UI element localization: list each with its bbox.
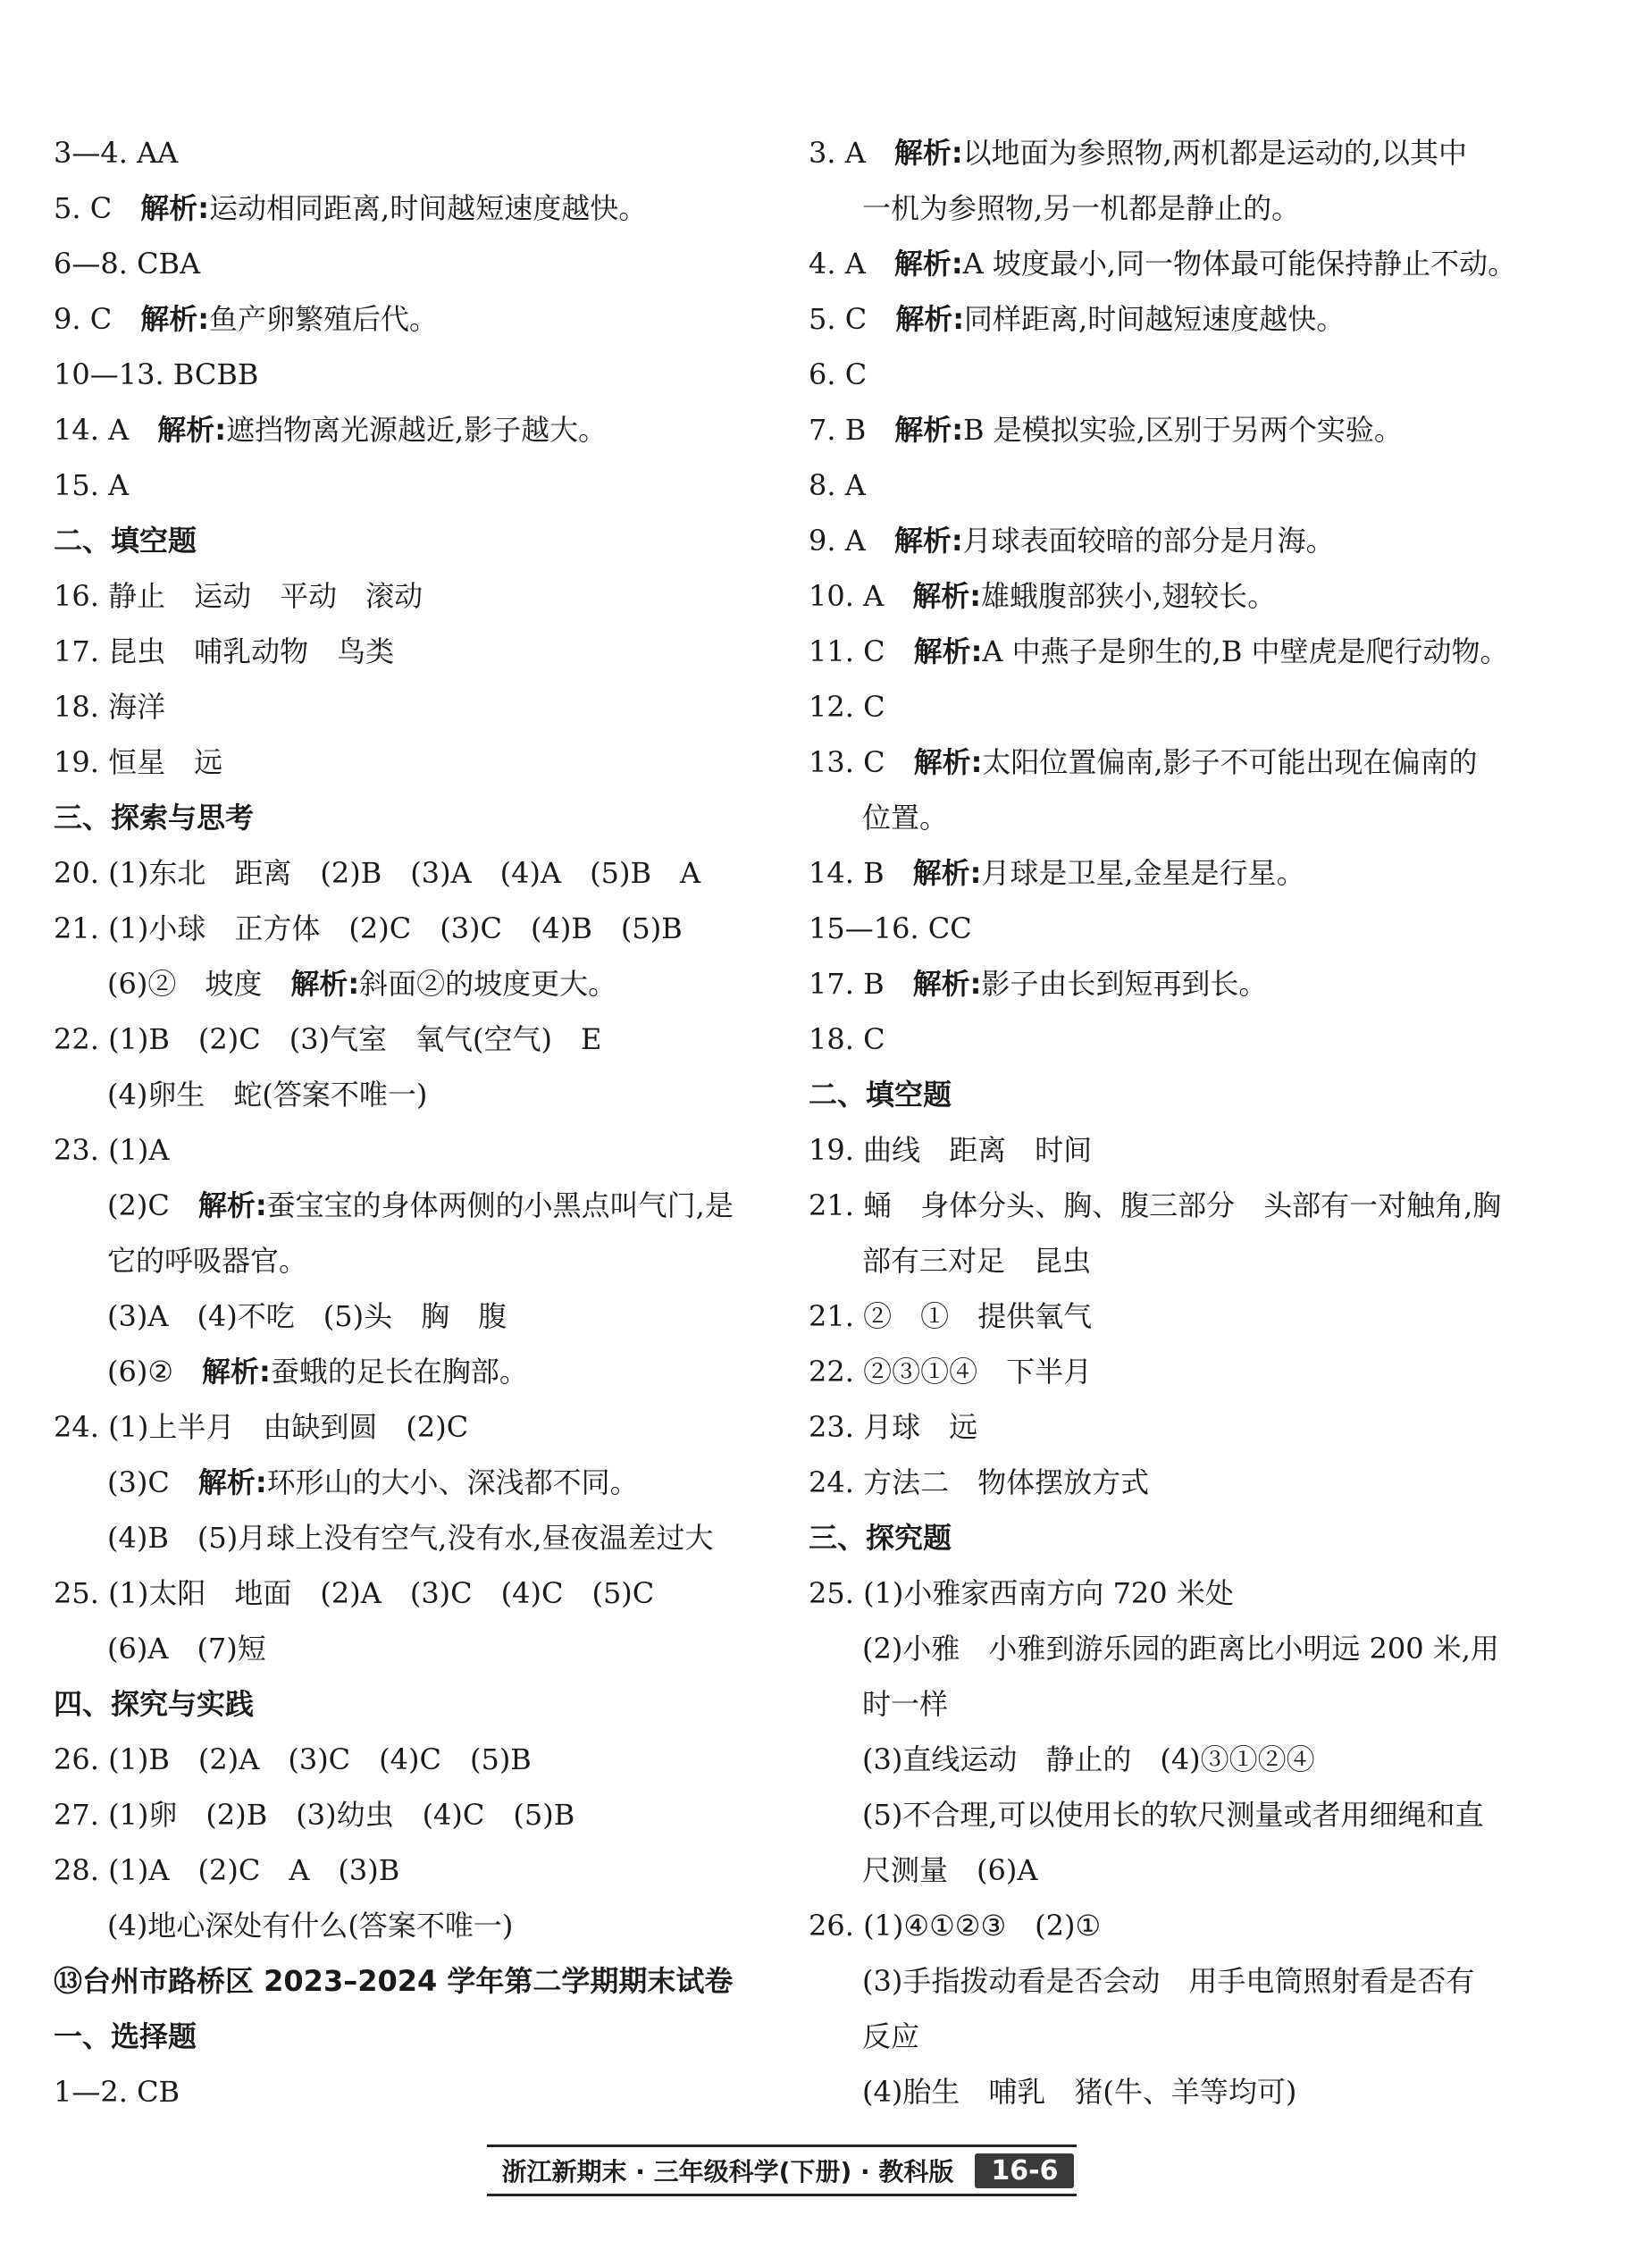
answer-text: (5)不合理,可以使用长的软尺测量或者用细绳和直 <box>862 1798 1484 1832</box>
answer-text: CB <box>137 2075 180 2109</box>
footer-title: 浙江新期末 · 三年级科学(下册) · 教科版 <box>501 2157 954 2186</box>
question-number: 19. <box>809 1133 854 1167</box>
answer-text: (3)A (4)不吃 (5)头 胸 腹 <box>107 1299 507 1333</box>
question-number: 6. <box>809 357 836 391</box>
answer-line <box>54 180 795 236</box>
question-number: 11. <box>809 634 854 668</box>
answer-line <box>54 1233 795 1288</box>
answer-text: (1)太阳 地面 (2)A (3)C (4)C (5)C <box>108 1576 655 1610</box>
answer-line <box>54 734 795 790</box>
answer-line <box>809 568 1617 624</box>
analysis-label: 解析: <box>913 634 983 668</box>
question-number: 9. <box>809 524 836 558</box>
section-heading: 四、探究与实践 <box>54 1687 255 1721</box>
answer-line <box>809 956 1617 1011</box>
page-number-badge: 16-6 <box>975 2153 1074 2188</box>
question-number: 10—13. <box>54 357 164 391</box>
answer-line <box>809 1122 1617 1178</box>
answer-text: 方法二 物体摆放方式 <box>863 1465 1150 1499</box>
analysis-text: A 坡度最小,同一物体最可能保持静止不动。 <box>962 247 1517 281</box>
answer-line <box>54 1067 795 1122</box>
answer-line <box>809 180 1617 236</box>
answer-line <box>54 236 795 291</box>
question-number: 24. <box>54 1410 99 1444</box>
answer-text: (1)B (2)C (3)气室 氧气(空气) E <box>108 1022 602 1056</box>
analysis-label: 解析: <box>140 302 210 336</box>
section-heading: 二、填空题 <box>54 524 197 558</box>
analysis-label: 解析: <box>893 247 963 281</box>
answer-text: CC <box>927 911 972 945</box>
answer-text: 位置。 <box>862 801 949 835</box>
answer-text: 尺测量 (6)A <box>862 1853 1038 1887</box>
question-number: 18. <box>809 1022 854 1056</box>
answer-text: 恒星 远 <box>108 745 223 779</box>
answer-text: 时一样 <box>862 1687 949 1721</box>
answer-line <box>809 1011 1617 1067</box>
answer-line <box>809 1676 1617 1732</box>
answer-text: C <box>863 634 885 668</box>
answer-text: 一机为参照物,另一机都是静止的。 <box>862 191 1301 225</box>
section-heading: 三、探究题 <box>809 1521 952 1555</box>
analysis-label: 解析: <box>912 967 982 1001</box>
answer-line <box>54 125 795 180</box>
answer-line <box>809 901 1617 956</box>
answer-text: C <box>844 302 868 336</box>
answer-line <box>809 2009 1617 2064</box>
analysis-text: 月球表面较暗的部分是月海。 <box>962 524 1335 558</box>
question-number: 21. <box>809 1299 854 1333</box>
analysis-label: 解析: <box>912 579 981 613</box>
answer-line <box>54 1455 795 1510</box>
answer-text: (1)④①②③ (2)① <box>863 1909 1102 1943</box>
answer-line <box>809 679 1617 734</box>
answer-text: 曲线 距离 时间 <box>863 1133 1093 1167</box>
analysis-text: 蚕宝宝的身体两侧的小黑点叫气门,是 <box>266 1188 734 1222</box>
question-number: 12. <box>809 690 854 724</box>
answer-text: ② ① 提供氧气 <box>863 1299 1093 1333</box>
question-number: 27. <box>54 1798 99 1832</box>
analysis-text: 斜面②的坡度更大。 <box>359 967 617 1001</box>
answer-line <box>809 291 1617 347</box>
answer-line <box>809 790 1617 845</box>
question-number: 13. <box>809 745 854 779</box>
answer-text: 蛹 身体分头、胸、腹三部分 头部有一对触角,胸 <box>863 1188 1502 1222</box>
question-number: 21. <box>809 1188 854 1222</box>
answer-line <box>54 901 795 956</box>
answer-text: C <box>89 191 113 225</box>
answer-line <box>54 1898 795 1953</box>
question-number: 8. <box>809 468 836 502</box>
question-number: 21. <box>54 911 99 945</box>
question-number: 18. <box>54 690 99 724</box>
answer-text: (1)A (2)C A (3)B <box>108 1853 400 1887</box>
answer-line <box>54 679 795 734</box>
answer-line <box>54 845 795 901</box>
section-heading: 一、选择题 <box>54 2019 197 2053</box>
answer-line <box>809 1455 1617 1510</box>
question-number: 22. <box>809 1355 854 1389</box>
answer-line <box>54 1011 795 1067</box>
analysis-label: 解析: <box>893 524 963 558</box>
answer-text: (1)小球 正方体 (2)C (3)C (4)B (5)B <box>108 911 683 945</box>
answer-text: (4)B (5)月球上没有空气,没有水,昼夜温差过大 <box>107 1521 714 1555</box>
answer-line <box>54 1510 795 1565</box>
question-number: 3. <box>809 136 836 170</box>
answer-line <box>54 1732 795 1787</box>
analysis-label: 解析: <box>202 1355 271 1389</box>
answer-text: AA <box>137 136 179 170</box>
analysis-text: A 中燕子是卵生的,B 中壁虎是爬行动物。 <box>982 634 1509 668</box>
question-number: 3—4. <box>54 136 128 170</box>
question-number: 24. <box>809 1465 854 1499</box>
analysis-text: 运动相同距离,时间越短速度越快。 <box>209 191 648 225</box>
answer-text: B <box>863 856 885 890</box>
answer-text: (2)小雅 小雅到游乐园的距离比小明远 200 米,用 <box>862 1632 1499 1666</box>
answer-text: (4)地心深处有什么(答案不唯一) <box>107 1909 514 1943</box>
answer-line <box>54 1399 795 1455</box>
analysis-text: 月球是卫星,金星是行星。 <box>981 856 1305 890</box>
answer-line <box>809 845 1617 901</box>
answer-text: (6)② <box>107 1355 174 1389</box>
analysis-text: 以地面为参照物,两机都是运动的,以其中 <box>962 136 1467 170</box>
question-number: 5. <box>54 191 81 225</box>
question-number: 25. <box>54 1576 99 1610</box>
analysis-text: 遮挡物离光源越近,影子越大。 <box>226 413 608 447</box>
answer-text: CBA <box>137 247 201 281</box>
answer-text: A <box>108 468 130 502</box>
analysis-label: 解析: <box>912 856 982 890</box>
answer-text: (1)卵 (2)B (3)幼虫 (4)C (5)B <box>108 1798 575 1832</box>
right-column <box>809 125 1617 2119</box>
analysis-label: 解析: <box>894 413 964 447</box>
answer-text: 反应 <box>862 2019 920 2053</box>
answer-line <box>809 236 1617 291</box>
question-number: 15—16. <box>809 911 919 945</box>
answer-text: (2)C <box>107 1188 170 1222</box>
question-number: 4. <box>809 247 836 281</box>
answer-line <box>809 1288 1617 1344</box>
question-number: 7. <box>809 413 836 447</box>
answer-line <box>54 402 795 457</box>
question-number: 17. <box>54 634 99 668</box>
answer-line <box>54 624 795 679</box>
answer-text: 静止 运动 平动 滚动 <box>108 579 423 613</box>
answer-text: C <box>863 1022 885 1056</box>
question-number: 10. <box>809 579 854 613</box>
answer-line <box>809 1953 1617 2009</box>
answer-line <box>54 1178 795 1233</box>
answer-line <box>809 734 1617 790</box>
question-number: 9. <box>54 302 81 336</box>
answer-text: A <box>844 524 866 558</box>
exam-title: ⑬台州市路桥区 2023–2024 学年第二学期期末试卷 <box>54 1964 734 1998</box>
answer-text: (6)A (7)短 <box>107 1632 266 1666</box>
analysis-label: 解析: <box>140 191 210 225</box>
answer-text: C <box>863 745 885 779</box>
analysis-label: 解析: <box>913 745 983 779</box>
answer-text: C <box>844 357 868 391</box>
question-number: 22. <box>54 1022 99 1056</box>
answer-line <box>54 347 795 402</box>
analysis-text: B 是模拟实验,区别于另两个实验。 <box>963 413 1403 447</box>
answer-text: 海洋 <box>108 690 166 724</box>
question-number: 26. <box>809 1909 854 1943</box>
analysis-text: 鱼产卵繁殖后代。 <box>209 302 439 336</box>
question-number: 5. <box>809 302 836 336</box>
answer-line <box>809 1233 1617 1288</box>
answer-text: (3)直线运动 静止的 (4)③①②④ <box>862 1742 1315 1776</box>
answer-text: B <box>863 967 885 1001</box>
answer-line <box>54 956 795 1011</box>
question-number: 23. <box>809 1410 854 1444</box>
answer-text: C <box>863 690 885 724</box>
analysis-label: 解析: <box>197 1188 267 1222</box>
answer-line <box>809 1787 1617 1842</box>
answer-line <box>54 1344 795 1399</box>
answer-line <box>809 624 1617 679</box>
page-footer <box>487 2144 1077 2196</box>
answer-line <box>809 1565 1617 1621</box>
answer-text: (4)胎生 哺乳 猪(牛、羊等均可) <box>862 2075 1297 2109</box>
answer-text: A <box>844 247 866 281</box>
question-number: 28. <box>54 1853 99 1887</box>
question-number: 23. <box>54 1133 99 1167</box>
analysis-text: 蚕蛾的足长在胸部。 <box>270 1355 528 1389</box>
answer-line <box>54 1122 795 1178</box>
answer-line <box>809 1178 1617 1233</box>
answer-text: C <box>89 302 113 336</box>
answer-text: BCBB <box>172 357 259 391</box>
answer-line <box>809 1399 1617 1455</box>
analysis-text: 同样距离,时间越短速度越快。 <box>964 302 1346 336</box>
analysis-label: 解析: <box>290 967 360 1001</box>
answer-line <box>54 2064 795 2119</box>
left-column <box>54 125 795 2119</box>
analysis-label: 解析: <box>157 413 226 447</box>
answer-line <box>809 457 1617 513</box>
answer-text: (3)C <box>107 1465 170 1499</box>
question-number: 17. <box>809 967 854 1001</box>
answer-line <box>809 2064 1617 2119</box>
answer-text: A <box>844 136 866 170</box>
answer-text: (6)② 坡度 <box>107 967 263 1001</box>
answer-text: 部有三对足 昆虫 <box>862 1244 1092 1278</box>
answer-text: 月球 远 <box>863 1410 978 1444</box>
analysis-text: 太阳位置偏南,影子不可能出现在偏南的 <box>982 745 1478 779</box>
answer-line <box>809 347 1617 402</box>
question-number: 14. <box>809 856 854 890</box>
answer-line <box>809 513 1617 568</box>
answer-text: 昆虫 哺乳动物 鸟类 <box>108 634 395 668</box>
analysis-label: 解析: <box>893 136 963 170</box>
question-number: 19. <box>54 745 99 779</box>
question-number: 20. <box>54 856 99 890</box>
answer-text: A <box>108 413 130 447</box>
analysis-text: 环形山的大小、深浅都不同。 <box>266 1465 639 1499</box>
answer-line <box>809 125 1617 180</box>
answer-line <box>809 402 1617 457</box>
answer-text: ②③①④ 下半月 <box>863 1355 1093 1389</box>
question-number: 16. <box>54 579 99 613</box>
analysis-label: 解析: <box>197 1465 267 1499</box>
answer-text: (1)小雅家西南方向 720 米处 <box>863 1576 1234 1610</box>
answer-line <box>809 1621 1617 1676</box>
section-heading: 三、探索与思考 <box>54 801 255 835</box>
answer-line <box>54 1787 795 1842</box>
analysis-text: 雄蛾腹部狭小,翅较长。 <box>981 579 1277 613</box>
answer-line <box>809 1842 1617 1898</box>
answer-line <box>809 1344 1617 1399</box>
answer-text: (1)B (2)A (3)C (4)C (5)B <box>108 1742 532 1776</box>
answer-line <box>54 291 795 347</box>
question-number: 25. <box>809 1576 854 1610</box>
answer-text: (1)上半月 由缺到圆 (2)C <box>108 1410 469 1444</box>
question-number: 15. <box>54 468 99 502</box>
question-number: 14. <box>54 413 99 447</box>
answer-line <box>54 1288 795 1344</box>
question-number: 1—2. <box>54 2075 128 2109</box>
answer-text: B <box>844 413 867 447</box>
answer-text: (1)东北 距离 (2)B (3)A (4)A (5)B A <box>108 856 701 890</box>
answer-line <box>54 1565 795 1621</box>
answer-text: (3)手指拨动看是否会动 用手电筒照射看是否有 <box>862 1964 1475 1998</box>
question-number: 26. <box>54 1742 99 1776</box>
answer-text: A <box>844 468 866 502</box>
answer-text: (4)卵生 蛇(答案不唯一) <box>107 1078 428 1112</box>
answer-text: A <box>863 579 885 613</box>
analysis-label: 解析: <box>895 302 965 336</box>
answer-line <box>54 457 795 513</box>
answer-line <box>809 1732 1617 1787</box>
answer-text: (1)A <box>108 1133 170 1167</box>
answer-line <box>54 1621 795 1676</box>
answer-text: 它的呼吸器官。 <box>107 1244 308 1278</box>
section-heading: 二、填空题 <box>809 1078 952 1112</box>
analysis-text: 影子由长到短再到长。 <box>981 967 1268 1001</box>
answer-line <box>809 1898 1617 1953</box>
answer-line <box>54 1842 795 1898</box>
question-number: 6—8. <box>54 247 128 281</box>
answer-line <box>54 568 795 624</box>
